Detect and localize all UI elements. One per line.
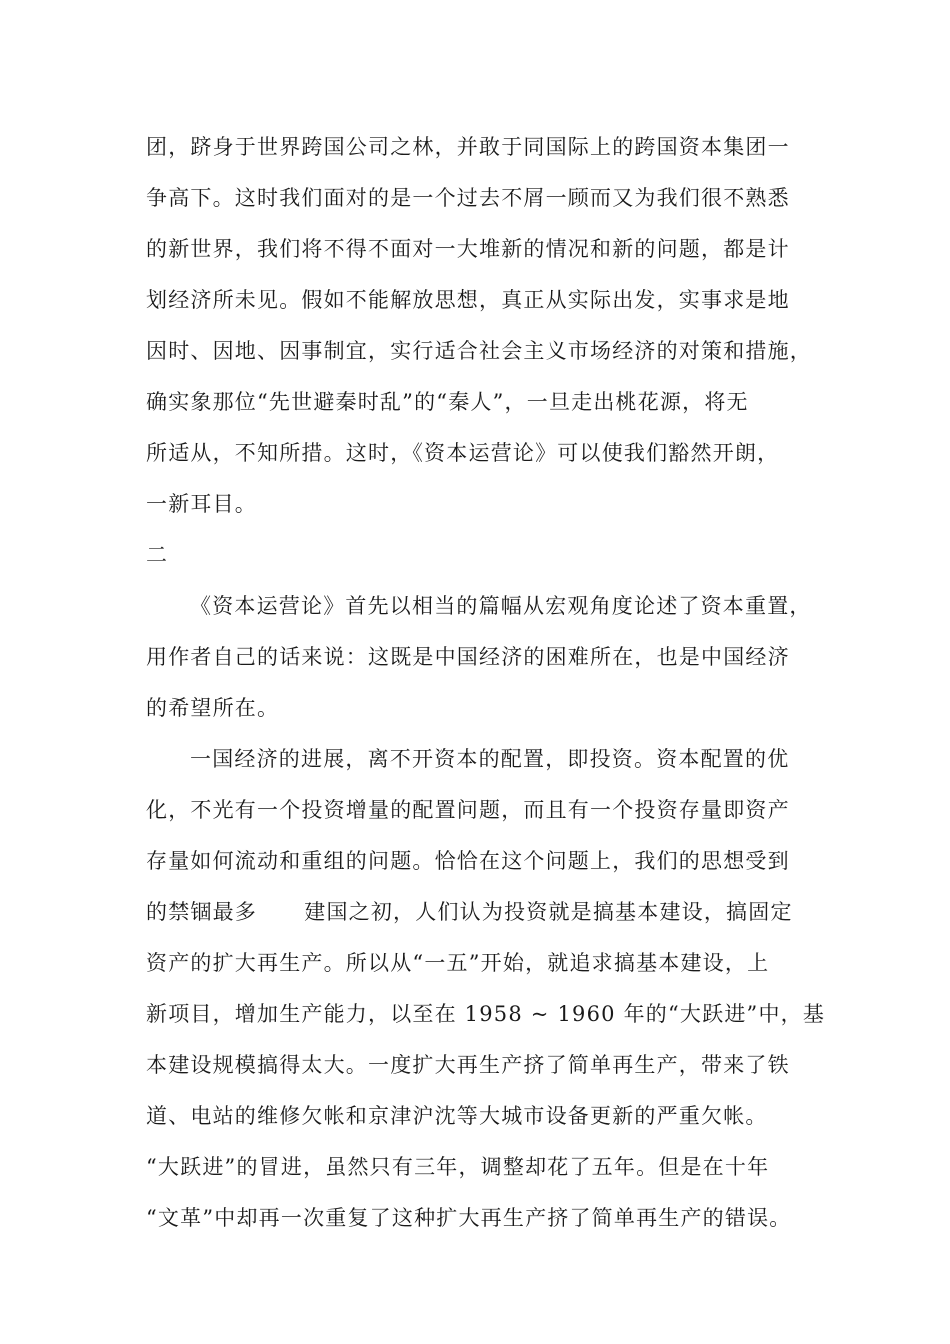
text-line: 道、电站的维修欠帐和京津沪沈等大城市设备更新的严重欠帐。 (146, 1104, 768, 1128)
text-line: 划经济所未见。假如不能解放思想，真正从实际出发，实事求是地 (146, 288, 790, 312)
text-line: “文革”中却再一次重复了这种扩大再生产挤了简单再生产的错误。 (146, 1206, 792, 1230)
text-line: 新项目，增加生产能力，以至在 1958 ~ 1960 年的“大跃进”中，基 (146, 1002, 826, 1026)
text-line: 的新世界，我们将不得不面对一大堆新的情况和新的问题，都是计 (146, 237, 790, 261)
text-line: 争高下。这时我们面对的是一个过去不屑一顾而又为我们很不熟悉 (146, 186, 790, 210)
text-line: 确实象那位“先世避秦时乱”的“秦人”，一旦走出桃花源，将无 (146, 390, 749, 414)
text-line: 用作者自己的话来说：这既是中国经济的困难所在，也是中国经济 (146, 645, 790, 669)
text-line: 化，不光有一个投资增量的配置问题，而且有一个投资存量即资产 (146, 798, 790, 822)
text-line: 《资本运营论》首先以相当的篇幅从宏观角度论述了资本重置， (190, 594, 812, 618)
text-line: “大跃进”的冒进，虽然只有三年，调整却花了五年。但是在十年 (146, 1155, 770, 1179)
text-line: 所适从，不知所措。这时，《资本运营论》可以使我们豁然开朗， (146, 441, 780, 465)
text-line: 因时、因地、因事制宜，实行适合社会主义市场经济的对策和措施， (146, 339, 812, 363)
text-line: 一国经济的进展，离不开资本的配置，即投资。资本配置的优 (190, 747, 790, 771)
text-line: 的禁锢最多 建国之初，人们认为投资就是搞基本建设，搞固定 (146, 900, 793, 924)
text-line: 存量如何流动和重组的问题。恰恰在这个问题上，我们的思想受到 (146, 849, 790, 873)
text-line: 资产的扩大再生产。所以从“一五”开始，就追求搞基本建设，上 (146, 951, 770, 975)
section-number: 二 (146, 543, 169, 567)
text-line: 本建设规模搞得太大。一度扩大再生产挤了简单再生产，带来了铁 (146, 1053, 790, 1077)
text-line: 团，跻身于世界跨国公司之林，并敢于同国际上的跨国资本集团一 (146, 135, 790, 159)
text-line: 的希望所在。 (146, 696, 280, 720)
text-line: 一新耳目。 (146, 492, 257, 516)
